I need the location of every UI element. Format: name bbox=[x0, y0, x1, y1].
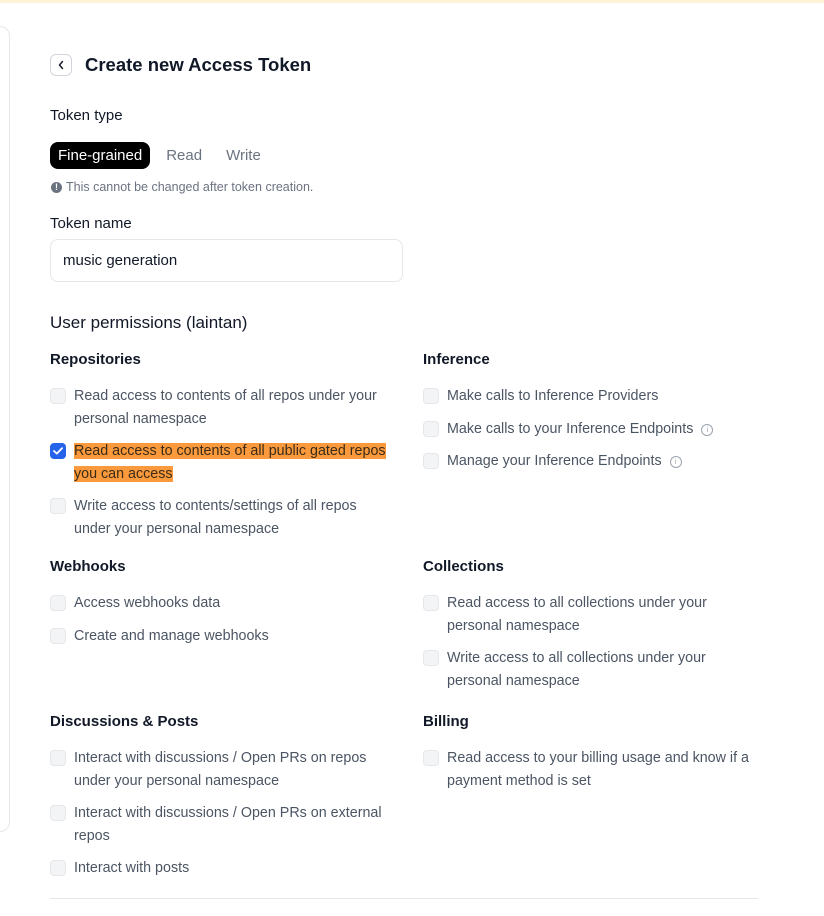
token-name-input[interactable] bbox=[50, 239, 403, 282]
discussions-group bbox=[50, 712, 390, 880]
repositories-title: Repositories bbox=[50, 351, 141, 368]
left-sidebar-panel bbox=[0, 26, 10, 832]
page-header bbox=[50, 52, 311, 78]
permission-label: Interact with discussions / Open PRs on external repos bbox=[74, 805, 382, 844]
webhooks-title: Webhooks bbox=[50, 558, 126, 575]
permission-label: Access webhooks data bbox=[74, 595, 221, 611]
token-type-note-text: This cannot be changed after token creation. bbox=[66, 180, 314, 194]
permission-label: Write access to all collections under your personal namespace bbox=[447, 650, 706, 689]
inference-title: Inference bbox=[423, 351, 490, 368]
top-accent-bar bbox=[0, 0, 824, 3]
permission-item bbox=[50, 625, 390, 648]
token-name-label: Token name bbox=[50, 215, 132, 232]
token-type-write[interactable]: Write bbox=[226, 147, 261, 164]
permission-label: Manage your Inference Endpoints bbox=[447, 453, 662, 469]
permission-checkbox[interactable] bbox=[50, 860, 66, 876]
permission-label-wrap bbox=[447, 450, 682, 473]
permission-item bbox=[423, 592, 743, 637]
discussions-title: Discussions & Posts bbox=[50, 713, 199, 730]
permission-label: Read access to all collections under your personal namespace bbox=[447, 595, 707, 634]
permission-label: Read access to contents of all repos under your personal namespace bbox=[74, 388, 377, 427]
permission-item bbox=[423, 647, 743, 692]
inference-group bbox=[423, 350, 763, 473]
divider bbox=[50, 898, 758, 899]
repositories-group bbox=[50, 350, 390, 540]
token-type-note bbox=[51, 180, 313, 194]
info-icon[interactable]: i bbox=[701, 424, 713, 436]
permission-checkbox[interactable] bbox=[423, 750, 439, 766]
permission-checkbox[interactable] bbox=[50, 805, 66, 821]
permission-item bbox=[423, 385, 763, 408]
permission-label: Write access to contents/settings of all repos under your personal namespace bbox=[74, 498, 357, 537]
permission-label: Make calls to your Inference Endpoints bbox=[447, 420, 694, 437]
checkmark-icon bbox=[53, 447, 63, 455]
permission-checkbox[interactable] bbox=[423, 421, 439, 437]
permission-label-wrap bbox=[74, 440, 390, 485]
permission-checkbox[interactable] bbox=[423, 650, 439, 666]
info-icon[interactable]: i bbox=[670, 456, 682, 468]
permission-checkbox[interactable] bbox=[50, 443, 66, 459]
token-type-selector bbox=[50, 142, 269, 169]
permission-item bbox=[50, 440, 390, 485]
token-type-read[interactable]: Read bbox=[166, 147, 203, 164]
billing-title: Billing bbox=[423, 713, 469, 730]
permission-item bbox=[50, 747, 390, 792]
permission-label: Create and manage webhooks bbox=[74, 627, 269, 644]
permission-item bbox=[423, 418, 763, 441]
permission-item bbox=[50, 802, 390, 847]
info-icon: ! bbox=[51, 182, 62, 193]
permission-label: Read access to contents of all public gated repos you can access bbox=[74, 443, 386, 482]
back-button[interactable] bbox=[50, 54, 72, 76]
token-type-fine-grained[interactable]: Fine-grained bbox=[50, 142, 150, 169]
collections-group bbox=[423, 557, 743, 692]
permission-label: Make calls to Inference Providers bbox=[447, 388, 659, 404]
webhooks-group bbox=[50, 557, 390, 647]
permission-label: Interact with discussions / Open PRs on repos under your personal namespace bbox=[74, 750, 367, 789]
permission-checkbox[interactable] bbox=[423, 388, 439, 404]
permission-checkbox[interactable] bbox=[423, 595, 439, 611]
permission-item bbox=[50, 857, 390, 880]
permission-item bbox=[423, 747, 753, 792]
permission-checkbox[interactable] bbox=[423, 453, 439, 469]
chevron-left-icon bbox=[57, 60, 65, 70]
permission-item bbox=[50, 385, 390, 430]
token-type-label: Token type bbox=[50, 107, 123, 124]
permission-checkbox[interactable] bbox=[50, 595, 66, 611]
permission-checkbox[interactable] bbox=[50, 388, 66, 404]
permission-item bbox=[50, 592, 390, 615]
billing-group bbox=[423, 712, 753, 792]
permission-item bbox=[423, 450, 763, 473]
permission-checkbox[interactable] bbox=[50, 498, 66, 514]
page-title: Create new Access Token bbox=[85, 54, 312, 75]
permission-label: Read access to your billing usage and know if a payment method is set bbox=[447, 750, 750, 789]
permission-checkbox[interactable] bbox=[50, 628, 66, 644]
permission-item bbox=[50, 495, 390, 540]
permission-label: Interact with posts bbox=[74, 860, 190, 876]
user-permissions-title: User permissions (laintan) bbox=[50, 313, 248, 332]
collections-title: Collections bbox=[423, 558, 504, 575]
permission-label-wrap bbox=[447, 418, 713, 441]
permission-checkbox[interactable] bbox=[50, 750, 66, 766]
